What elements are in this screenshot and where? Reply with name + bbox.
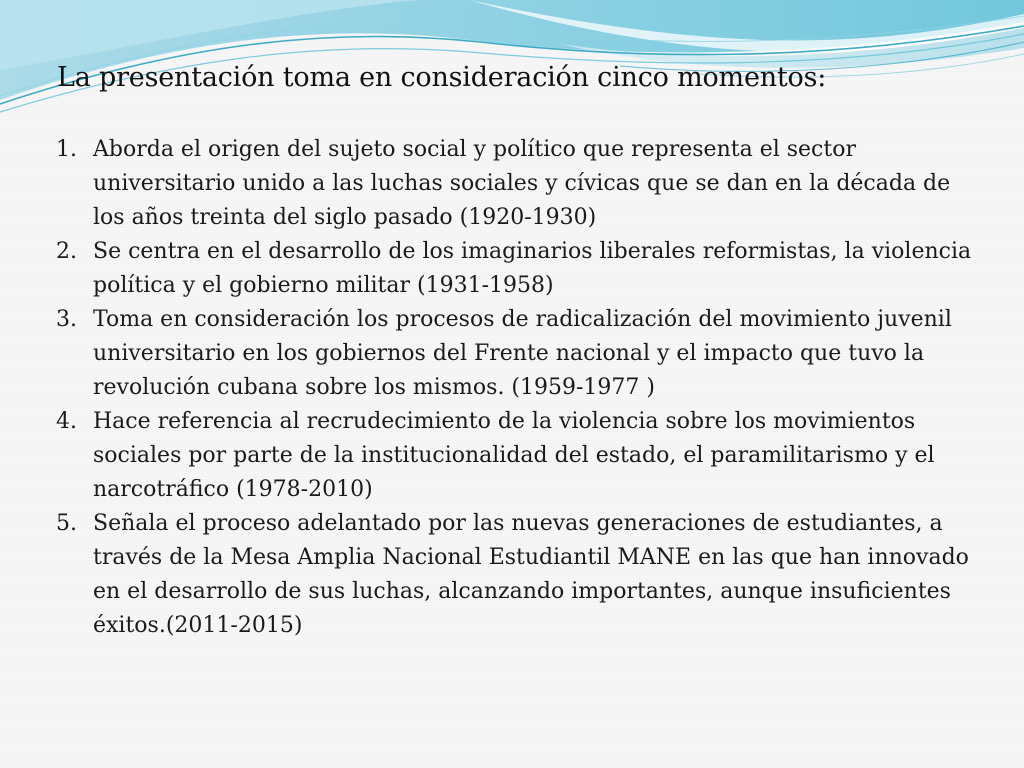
moments-list <box>56 133 981 643</box>
slide-title: La presentación toma en consideración cinco momentos: <box>57 62 827 93</box>
list-item-number: 1. <box>56 137 77 162</box>
list-item <box>56 133 981 235</box>
list-item-text: Aborda el origen del sujeto social y político que representa el sector universitario unido a las luchas sociales y cívicas que se dan en la década de los años treinta del siglo pasado (1920-1930) <box>93 137 951 230</box>
list-item-number: 4. <box>56 409 77 434</box>
list-item-text: Hace referencia al recrudecimiento de la violencia sobre los movimientos sociales por parte de la institucionalidad del estado, el paramilitarismo y el narcotráfico (1978-2010) <box>93 409 935 502</box>
list-item <box>56 303 981 405</box>
list-item-text: Señala el proceso adelantado por las nuevas generaciones de estudiantes, a través de la Mesa Amplia Nacional Estudiantil MANE en las que han innovado en el desarrollo de sus luchas, alcanzando importantes, aunque insuficientes éxitos.(2011-2015) <box>93 511 969 638</box>
list-item <box>56 235 981 303</box>
list-item-number: 5. <box>56 511 77 536</box>
list-item-number: 3. <box>56 307 77 332</box>
list-item-number: 2. <box>56 239 77 264</box>
list-item <box>56 405 981 507</box>
list-item-text: Se centra en el desarrollo de los imaginarios liberales reformistas, la violencia política y el gobierno militar (1931-1958) <box>93 239 972 298</box>
list-item-text: Toma en consideración los procesos de radicalización del movimiento juvenil universitario en los gobiernos del Frente nacional y el impacto que tuvo la revolución cubana sobre los mismos. (1959-1977 ) <box>93 307 952 400</box>
list-item <box>56 507 981 643</box>
